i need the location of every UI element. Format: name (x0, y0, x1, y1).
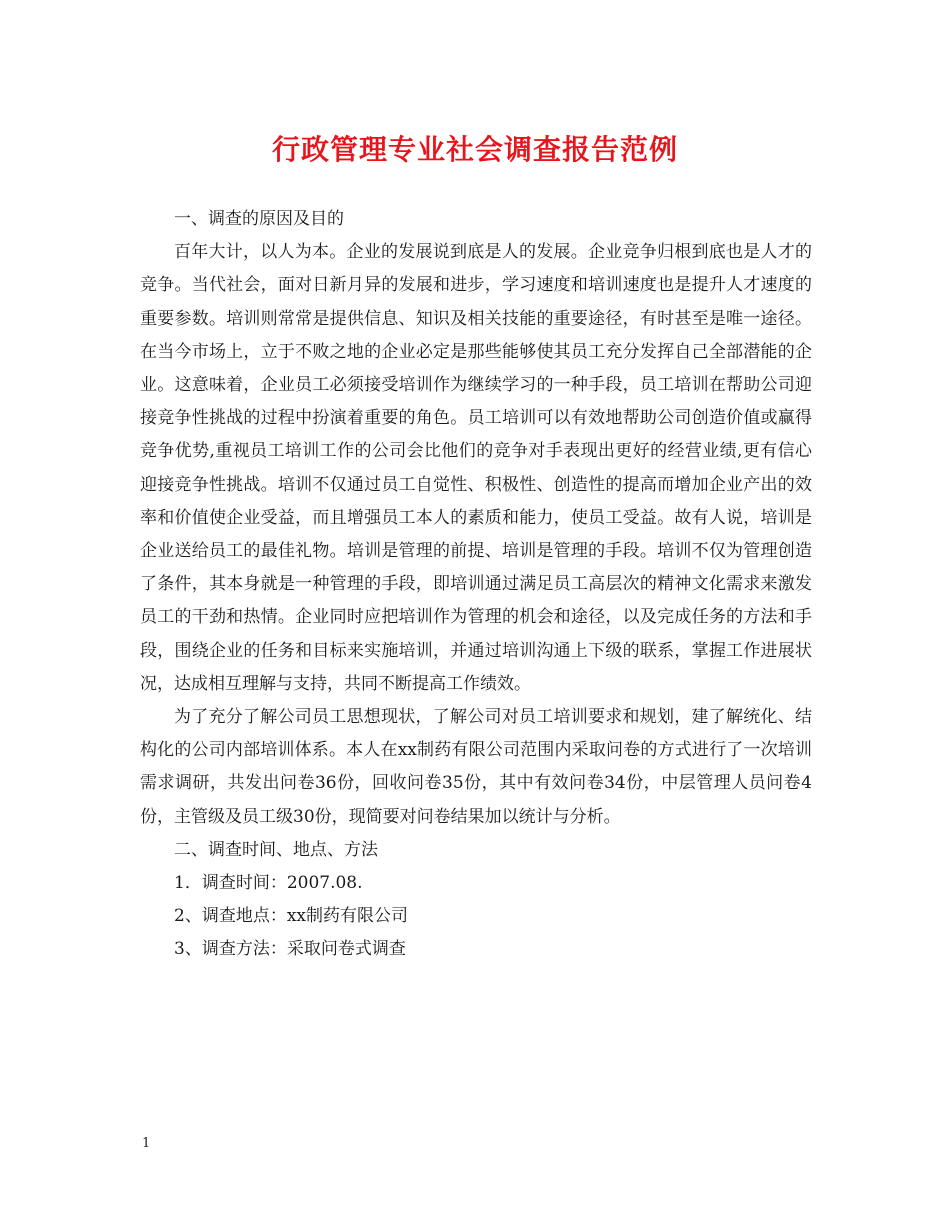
list-item-method: 3、调查方法：采取问卷式调查 (174, 939, 406, 960)
section-heading-method: 二、调查时间、地点、方法 (174, 839, 378, 860)
body-paragraph-survey: 为了充分了解公司员工思想现状，了解公司对员工培训要求和规划，建了解统化、结构化的公司内部培训体系。本人在xx制药有限公司范围内采取问卷的方式进行了一次培训需求调研，共发出问卷36份，回收问卷35份，其中有效问卷34份，中层管理人员问卷4份，主管级及员工级30份，现简要对问卷结果加以统计与分析。 (140, 707, 812, 827)
list-item-place: 2、调查地点：xx制药有限公司 (174, 906, 408, 927)
document-title: 行政管理专业社会调查报告范例 (271, 133, 678, 166)
section-heading-purpose: 一、调查的原因及目的 (174, 209, 344, 229)
document-body (140, 203, 812, 967)
body-paragraph-training: 百年大计，以人为本。企业的发展说到底是人的发展。企业竞争归根到底也是人才的竞争。当代社会，面对日新月异的发展和进步，学习速度和培训速度也是提升人才速度的重要参数。培训则常常是提供信息、知识及相关技能的重要途径，有时甚至是唯一途径。在当今市场上，立于不败之地的企业必定是那些能够使其员工充分发挥自己全部潜能的企业。这意味着，企业员工必须接受培训作为继续学习的一种手段，员工培训在帮助公司迎接竞争性挑战的过程中扮演着重要的角色。员工培训可以有效地帮助公司创造价值或赢得竞争优势,重视员工培训工作的公司会比他们的竞争对手表现出更好的经营业绩,更有信心迎接竞争性挑战。培训不仅通过员工自觉性、积极性、创造性的提高而增加企业产出的效率和价值使企业受益，而且增强员工本人的素质和能力，使员工受益。故有人说，培训是企业送给员工的最佳礼物。培训是管理的前提、培训是管理的手段。培训不仅为管理创造了条件，其本身就是一种管理的手段，即培训通过满足员工高层次的精神文化需求来激发员工的干劲和热情。企业同时应把培训作为管理的机会和途径，以及完成任务的方法和手段，围绕企业的任务和目标来实施培训，并通过培训沟通上下级的联系，掌握工作进展状况，达成相互理解与支持，共同不断提高工作绩效。 (140, 242, 812, 694)
page-number: 1 (142, 1136, 151, 1151)
list-item-time: 1．调查时间：2007.08. (174, 873, 363, 894)
